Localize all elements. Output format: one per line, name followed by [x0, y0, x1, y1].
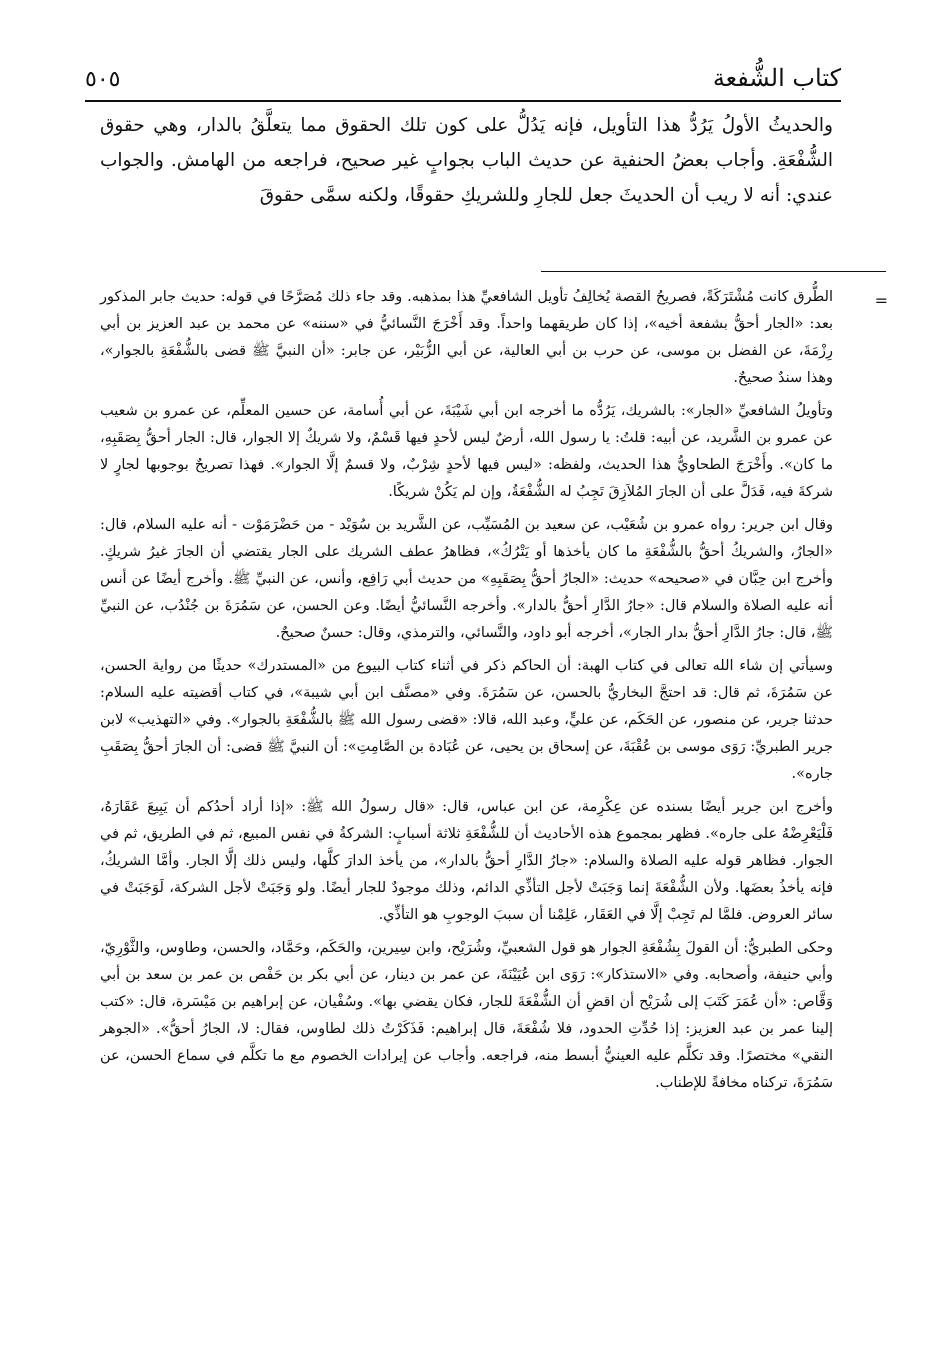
main-text: [100, 108, 833, 213]
main-paragraph: والحديثُ الأولُ يَرُدُّ هذا التأويل، فإنه يَدُلُّ على كون تلك الحقوق مما يتعلَّقُ بالدار، وهي حقوق الشُّفْعَةِ. وأجاب بعضُ الحنفية عن حديث الباب بجوابٍ غير صحيح، فراجعه من الهامش. والجواب عندي: أنه لا ريب أن الحديثَ جعل للجارِ وللشريكِ حقوقًا، ولكنه سمَّى حقوقَ: [100, 115, 833, 206]
footnote-paragraph: وقال ابن جرير: رواه عمرو بن شُعَيْب، عن سعيد بن المُسَيِّب، عن الشَّريد بن سُوَيْد - من حَضْرَمَوْت - أنه عليه السلام، قال: «الجارُ، والشريكُ أحقُّ بالشُّفْعَةِ ما كان يأخذها أو يَتْرُكُ»، فظاهرُ عطف الشريك على الجار يقتضي أن الجارَ غيرُ شريكٍ. وأخرج ابن حِبَّان في «صحيحه» حديث: «الجارُ أحقُّ بِصَقَبِهِ» من حديث أبي رَافِع، وأنس، عن النبيِّ ﷺ. وأخرج أيضًا عن أنس أنه عليه الصلاة والسلام قال: «جارُ الدَّارِ أحقُّ بالدار». وأخرجه النَّسائيُّ أيضًا. وعن الحسن، عن سَمُرَةَ بن جُنْدُب، عن النبيِّ ﷺ، قال: جارُ الدَّارِ أحقُّ بدار الجار»، أخرجه أبو داود، والنَّسائي، والترمذي، وقال: حسنٌ صحيحٌ.: [100, 517, 833, 641]
footnote-paragraph: وأخرج ابن جرير أيضًا بسنده عن عِكْرِمة، عن ابن عباس، قال: «قال رسولُ الله ﷺ: «إذا أراد أحدُكم أن يَبِيعَ عَقَارَهُ، فَلْيَعْرِضْهُ على جاره». فظهر بمجموع هذه الأحاديث أن للشُّفْعَةِ ثلاثة أسبابٍ: الشركةُ في نفس المبيع، ثم في الطريق، ثم في الجوار. فظاهر قوله عليه الصلاة والسلام: «جارُ الدَّارِ أحقُّ بالدار»، من يأخذ الدارَ كلَّها، وليس ذلك إلَّا الجار. وأمَّا الشريكُ، فإنه يأخذُ بعضَها. ولأن الشُّفْعَةَ إنما وَجَبَتْ لأجل التأذِّي الدائم، وذلك موجودٌ للجار أيضًا. ولو وَجَبَتْ لأجل الشركة، لَوَجَبَتْ في سائر العروض. فلمَّا لم تَجِبْ إلَّا في العَقَار، عَلِمْنا أن سببَ الوجوبِ هو التأذِّي.: [100, 799, 833, 923]
page-header: [85, 52, 841, 92]
footnote-separator: [541, 271, 886, 272]
footnote-paragraph: الطُّرق كانت مُشْتَرَكَةً، فصريحُ القصة يُخالِفُ تأويل الشافعيِّ هذا بمذهبه. وقد جاء ذلك مُصَرَّحًا في قوله: حديث جابر المذكور بعد: «الجار أحقُّ بشفعة أخيه»، إذا كان طريقهما واحداً. وقد أَخْرَجَ النَّسائيُّ في «سننه» عن محمد بن عبد العزيز بن أبي رِزْمَةَ، عن الفضل بن موسى، عن حرب بن أبي العالية، عن أبي الزُّبَيْر، عن جابر: «أن النبيَّ ﷺ قضى بالشُّفْعَةِ بالجوار»، وهذا سندٌ صحيحٌ.: [100, 289, 833, 386]
running-title: كتاب الشُّفعة: [712, 64, 841, 92]
footnote-continuation-marker: =: [874, 291, 888, 310]
footnote-paragraph: وتأويلُ الشافعيِّ «الجار»: بالشريك، يَرُدُّه ما أخرجه ابن أبي شَيْبَةَ، عن أبي أُسامة، عن حسين المعلِّم، عن عمرو بن شعيب عن عمرو بن الشَّريد، عن أبيه: قلتُ: يا رسول الله، أرضٌ ليس لأحدٍ فيها قَسْمٌ، ولا شريكٌ إلا الجوار، قال: الجار أحقُّ بِصَقَبِهِ، ما كان». وأَخْرَجَ الطحاويُّ هذا الحديث، ولفظه: «ليس فيها لأحدٍ شِرْبٌ، ولا قسمٌ إلَّا الجوار». فهذا تصريحٌ بوجوبها لجارٍ لا شركةَ فيه، فَدَلَّ على أن الجارَ المُلاَزِقَ تَجِبُ له الشُّفْعَةُ، وإن لم يَكُنْ شريكًا.: [100, 403, 833, 500]
footnotes: [100, 284, 833, 1103]
footnote-paragraph: وحكى الطبريُّ: أن القولَ بِشُفْعَةِ الجوار هو قول الشعبيِّ، وشُرَيْح، وابن سِيرين، والحَكَم، وحَمَّاد، والحسن، وطاوس، والثَّوْرِيّ، وأبي حنيفة، وأصحابه. وفي «الاستذكار»: رَوَى ابن عُيَيْنَةَ، عن عمر بن دينار، عن أبي بكر بن حَفْص بن عمر بن سعد بن أبي وَقَّاص: «أن عُمَرَ كَتَبَ إلى شُرَيْح أن اقضِ أن الشُّفْعَةَ للجار، فكان يقضي بها». وسُفْيان، عن إبراهيم بن مَيْسَرة، قال: «كتب إلينا عمر بن عبد العزيز: إذا حُدِّتِ الحدود، فلا شُفْعَةَ، قال إبراهيم: فَذَكَرْتُ ذلك لطاوس، فقال: لا، الجارُ أحقُّ». «الجوهر النقي» مختصرًا. وقد تكلَّم عليه العينيُّ أبسط منه، فراجعه. وأجاب عن إيرادات الخصوم مع ما تكلَّم في سماع الحسن، عن سَمُرَةَ، تركناه مخافةً للإطناب.: [100, 940, 833, 1091]
header-rule: [85, 100, 841, 102]
footnote-paragraph: وسيأتي إن شاء الله تعالى في كتاب الهبة: أن الحاكم ذكر في أثناء كتاب البيوع من «المستدرك» حديثًا من رواية الحسن، عن سَمُرَةَ، ثم قال: قد احتجَّ البخاريُّ بالحسن، عن سَمُرَةَ. وفي «مصنَّف ابن أبي شيبة»، في كتاب أقضيته عليه السلام: حدثنا جرير، عن منصور، عن الحَكَم، عن عليٍّ، وعبد الله، قالا: «قضى رسول الله ﷺ بالشُّفْعَةِ بالجوار». وفي «التهذيب» لابن جرير الطبريِّ: رَوَى موسى بن عُقْبَةَ، عن إسحاق بن يحيى، عن عُبَادة بن الصَّامِتِ»: أن النبيَّ ﷺ قضى: أن الجارَ أحقُّ بِصَقَبِ جاره».: [100, 658, 833, 782]
page-number: ٥٠٥: [85, 67, 121, 92]
